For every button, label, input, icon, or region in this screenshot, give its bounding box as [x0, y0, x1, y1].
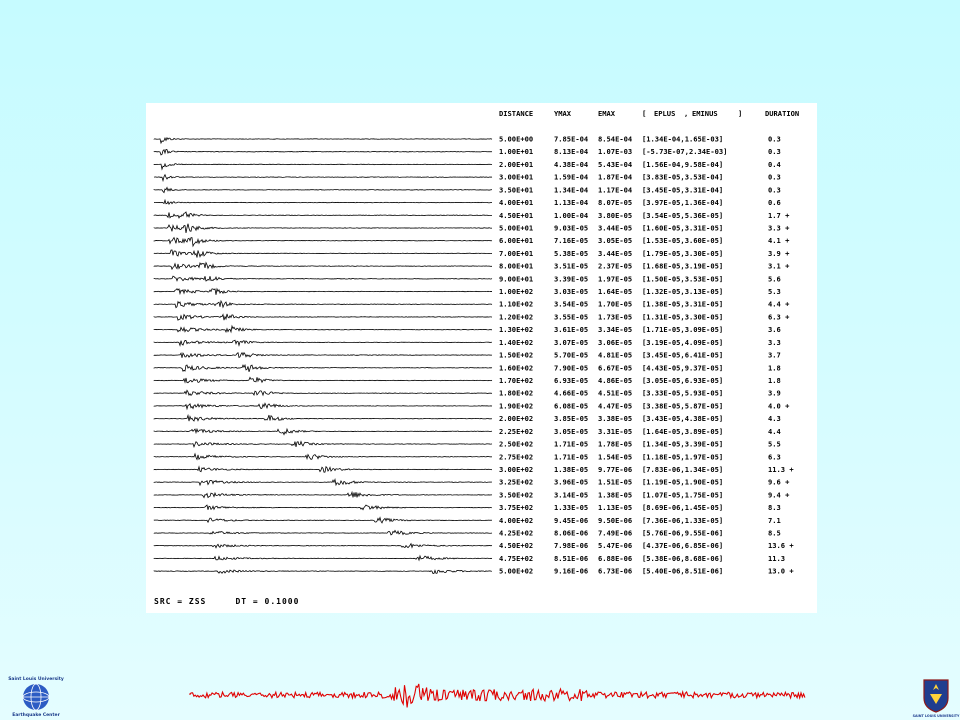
row-distance: 8.00E+01 — [499, 261, 534, 271]
header-ymax: YMAX — [554, 109, 572, 118]
row-duration: 13.0 + — [768, 566, 794, 576]
row-ymax: 1.13E-04 — [554, 198, 589, 208]
row-duration: 0.4 — [768, 159, 781, 169]
trace-23 — [154, 429, 492, 435]
trace-10 — [154, 263, 492, 269]
row-distance: 1.90E+02 — [499, 401, 534, 411]
row-ymax: 4.66E-05 — [554, 388, 589, 398]
banner-trace — [190, 684, 805, 707]
dt-label: DT = 0.1000 — [235, 597, 300, 606]
logo-bottom-text: Earthquake Center — [12, 713, 60, 718]
header-5: , — [684, 109, 689, 118]
trace-17 — [154, 353, 492, 358]
row-duration: 8.5 — [768, 528, 781, 538]
trace-1 — [154, 149, 492, 155]
row-ymax: 3.03E-05 — [554, 287, 589, 297]
row-range: [7.83E-06,1.34E-05] — [642, 464, 724, 474]
row-ymax: 7.90E-05 — [554, 363, 589, 373]
slu-earthquake-center-logo — [4, 674, 68, 718]
row-emax: 3.44E-05 — [598, 223, 633, 233]
row-emax: 1.73E-05 — [598, 312, 633, 322]
row-ymax: 1.34E-04 — [554, 185, 589, 195]
row-emax: 1.17E-04 — [598, 185, 633, 195]
trace-4 — [154, 187, 492, 192]
row-ymax: 8.13E-04 — [554, 147, 589, 157]
row-distance: 2.00E+01 — [499, 159, 534, 169]
row-range: [5.40E-06,8.51E-06] — [642, 566, 724, 576]
trace-26 — [154, 467, 492, 472]
row-distance: 5.00E+01 — [499, 223, 534, 233]
row-range: [3.38E-05,5.87E-05] — [642, 401, 724, 411]
row-duration: 8.3 — [768, 503, 781, 513]
row-ymax: 3.14E-05 — [554, 490, 589, 500]
trace-25 — [154, 454, 492, 460]
row-distance: 4.00E+02 — [499, 515, 534, 525]
footer-parameters — [154, 597, 299, 606]
row-ymax: 3.61E-05 — [554, 325, 589, 335]
row-range: [3.83E-05,3.53E-04] — [642, 172, 724, 182]
row-distance: 6.00E+01 — [499, 236, 534, 246]
trace-15 — [154, 326, 492, 332]
row-distance: 4.50E+02 — [499, 541, 534, 551]
row-distance: 4.25E+02 — [499, 528, 534, 538]
logo-top-text: Saint Louis University — [8, 677, 64, 682]
row-distance: 3.00E+02 — [499, 464, 534, 474]
row-distance: 1.70E+02 — [499, 375, 534, 385]
row-ymax: 7.16E-05 — [554, 236, 589, 246]
row-range: [3.54E-05,5.36E-05] — [642, 210, 724, 220]
trace-11 — [154, 276, 492, 281]
row-ymax: 3.51E-05 — [554, 261, 589, 271]
row-emax: 9.77E-06 — [598, 464, 633, 474]
row-range: [7.36E-06,1.33E-05] — [642, 515, 724, 525]
red-seismogram-banner — [190, 670, 810, 720]
row-range: [3.97E-05,1.36E-04] — [642, 198, 724, 208]
row-emax: 9.50E-06 — [598, 515, 633, 525]
row-duration: 3.3 + — [768, 223, 790, 233]
row-range: [1.71E-05,3.09E-05] — [642, 325, 724, 335]
trace-21 — [154, 403, 492, 408]
trace-20 — [154, 390, 492, 395]
row-ymax: 9.03E-05 — [554, 223, 589, 233]
row-duration: 3.7 — [768, 350, 781, 360]
row-duration: 0.3 — [768, 147, 781, 157]
row-duration: 9.6 + — [768, 477, 790, 487]
row-ymax: 1.00E-04 — [554, 210, 589, 220]
row-emax: 1.78E-05 — [598, 439, 633, 449]
row-range: [3.45E-05,3.31E-04] — [642, 185, 724, 195]
header-eminus: EMINUS — [692, 109, 718, 118]
row-emax: 3.34E-05 — [598, 325, 633, 335]
row-emax: 3.05E-05 — [598, 236, 633, 246]
row-ymax: 9.45E-06 — [554, 515, 589, 525]
row-distance: 1.00E+01 — [499, 147, 534, 157]
trace-2 — [154, 164, 492, 170]
row-ymax: 5.70E-05 — [554, 350, 589, 360]
trace-29 — [154, 505, 492, 510]
row-range: [3.19E-05,4.09E-05] — [642, 337, 724, 347]
row-emax: 4.51E-05 — [598, 388, 633, 398]
row-duration: 9.4 + — [768, 490, 790, 500]
row-ymax: 1.71E-05 — [554, 439, 589, 449]
row-duration: 4.1 + — [768, 236, 790, 246]
row-range: [1.53E-05,3.60E-05] — [642, 236, 724, 246]
row-emax: 4.86E-05 — [598, 375, 633, 385]
row-range: [1.18E-05,1.97E-05] — [642, 452, 724, 462]
row-distance: 5.00E+02 — [499, 566, 534, 576]
row-emax: 6.88E-06 — [598, 553, 633, 563]
trace-30 — [154, 518, 492, 523]
trace-16 — [154, 340, 492, 345]
row-ymax: 6.08E-05 — [554, 401, 589, 411]
row-duration: 6.3 + — [768, 312, 790, 322]
row-duration: 1.8 — [768, 375, 781, 385]
row-ymax: 7.98E-06 — [554, 541, 589, 551]
row-emax: 3.06E-05 — [598, 337, 633, 347]
row-emax: 5.43E-04 — [598, 159, 633, 169]
row-range: [1.34E-04,1.65E-03] — [642, 134, 724, 144]
row-ymax: 3.39E-05 — [554, 274, 589, 284]
trace-12 — [154, 289, 492, 295]
row-ymax: 3.07E-05 — [554, 337, 589, 347]
row-emax: 1.51E-05 — [598, 477, 633, 487]
row-duration: 5.6 — [768, 274, 781, 284]
row-duration: 0.3 — [768, 185, 781, 195]
trace-14 — [154, 314, 492, 320]
row-duration: 7.1 — [768, 515, 781, 525]
row-duration: 5.5 — [768, 439, 781, 449]
trace-28 — [154, 492, 492, 497]
trace-24 — [154, 442, 492, 447]
row-range: [1.68E-05,3.19E-05] — [642, 261, 724, 271]
row-range: [8.69E-06,1.45E-05] — [642, 503, 724, 513]
trace-13 — [154, 301, 492, 308]
row-distance: 2.00E+02 — [499, 414, 534, 424]
row-range: [1.56E-04,9.58E-04] — [642, 159, 724, 169]
row-ymax: 9.16E-06 — [554, 566, 589, 576]
row-duration: 0.6 — [768, 198, 781, 208]
row-ymax: 1.59E-04 — [554, 172, 589, 182]
row-range: [3.05E-05,6.93E-05] — [642, 375, 724, 385]
trace-32 — [154, 544, 492, 548]
row-duration: 11.3 + — [768, 464, 794, 474]
row-emax: 4.81E-05 — [598, 350, 633, 360]
row-distance: 1.40E+02 — [499, 337, 534, 347]
trace-6 — [154, 212, 492, 218]
crest-text: SAINT LOUIS UNIVERSITY — [912, 714, 960, 718]
row-ymax: 3.54E-05 — [554, 299, 589, 309]
trace-7 — [154, 224, 492, 233]
row-emax: 1.38E-05 — [598, 490, 633, 500]
trace-8 — [154, 238, 492, 246]
row-emax: 8.07E-05 — [598, 198, 633, 208]
row-emax: 2.37E-05 — [598, 261, 633, 271]
row-duration: 11.3 — [768, 553, 786, 563]
row-range: [1.34E-05,3.39E-05] — [642, 439, 724, 449]
row-range: [1.50E-05,3.53E-05] — [642, 274, 724, 284]
row-duration: 0.3 — [768, 172, 781, 182]
row-duration: 4.3 — [768, 414, 781, 424]
trace-34 — [154, 570, 492, 574]
row-duration: 3.9 + — [768, 248, 790, 258]
row-emax: 1.87E-04 — [598, 172, 633, 182]
row-distance: 2.75E+02 — [499, 452, 534, 462]
row-ymax: 4.38E-04 — [554, 159, 589, 169]
row-duration: 1.7 + — [768, 210, 790, 220]
src-label: SRC = ZSS — [154, 597, 207, 606]
row-distance: 9.00E+01 — [499, 274, 534, 284]
row-distance: 2.50E+02 — [499, 439, 534, 449]
row-duration: 3.1 + — [768, 261, 790, 271]
row-duration: 4.4 + — [768, 299, 790, 309]
row-range: [3.45E-05,6.41E-05] — [642, 350, 724, 360]
row-distance: 1.00E+02 — [499, 287, 534, 297]
header-3: [ — [642, 109, 647, 118]
row-range: [4.43E-05,9.37E-05] — [642, 363, 724, 373]
row-distance: 3.50E+01 — [499, 185, 534, 195]
row-distance: 4.00E+01 — [499, 198, 534, 208]
row-ymax: 8.51E-06 — [554, 553, 589, 563]
row-range: [5.76E-06,9.55E-06] — [642, 528, 724, 538]
trace-0 — [154, 138, 492, 143]
row-duration: 4.0 + — [768, 401, 790, 411]
row-duration: 1.8 — [768, 363, 781, 373]
row-range: [1.38E-05,3.31E-05] — [642, 299, 724, 309]
row-range: [3.33E-05,5.93E-05] — [642, 388, 724, 398]
row-duration: 5.3 — [768, 287, 781, 297]
row-emax: 1.54E-05 — [598, 452, 633, 462]
row-ymax: 3.05E-05 — [554, 426, 589, 436]
row-distance: 3.25E+02 — [499, 477, 534, 487]
trace-33 — [154, 556, 492, 560]
seismogram-plot — [146, 103, 817, 613]
header-7: ] — [738, 109, 743, 118]
row-duration: 13.6 + — [768, 541, 794, 551]
row-ymax: 6.93E-05 — [554, 375, 589, 385]
row-duration: 3.9 — [768, 388, 781, 398]
row-distance: 1.80E+02 — [499, 388, 534, 398]
trace-9 — [154, 250, 492, 258]
row-range: [1.64E-05,3.89E-05] — [642, 426, 724, 436]
row-distance: 3.00E+01 — [499, 172, 534, 182]
row-distance: 3.50E+02 — [499, 490, 534, 500]
row-emax: 3.44E-05 — [598, 248, 633, 258]
row-distance: 3.75E+02 — [499, 503, 534, 513]
row-duration: 3.6 — [768, 325, 781, 335]
row-distance: 4.75E+02 — [499, 553, 534, 563]
header-eplus: EPLUS — [654, 109, 676, 118]
row-ymax: 3.96E-05 — [554, 477, 589, 487]
row-ymax: 3.55E-05 — [554, 312, 589, 322]
row-range: [1.31E-05,3.30E-05] — [642, 312, 724, 322]
seismogram-panel — [146, 103, 817, 613]
row-ymax: 1.71E-05 — [554, 452, 589, 462]
row-ymax: 3.85E-05 — [554, 414, 589, 424]
row-range: [5.38E-06,8.68E-06] — [642, 553, 724, 563]
row-range: [4.37E-06,6.85E-06] — [642, 541, 724, 551]
row-ymax: 7.85E-04 — [554, 134, 589, 144]
slu-crest-logo — [912, 676, 960, 718]
row-emax: 8.54E-04 — [598, 134, 633, 144]
row-range: [3.43E-05,4.38E-05] — [642, 414, 724, 424]
row-emax: 3.38E-05 — [598, 414, 633, 424]
row-emax: 3.31E-05 — [598, 426, 633, 436]
row-ymax: 1.33E-05 — [554, 503, 589, 513]
row-distance: 4.50E+01 — [499, 210, 534, 220]
row-ymax: 8.06E-06 — [554, 528, 589, 538]
row-ymax: 5.38E-05 — [554, 248, 589, 258]
row-ymax: 1.38E-05 — [554, 464, 589, 474]
trace-19 — [154, 377, 492, 382]
trace-27 — [154, 479, 492, 485]
row-emax: 1.70E-05 — [598, 299, 633, 309]
row-emax: 6.67E-05 — [598, 363, 633, 373]
row-range: [1.32E-05,3.13E-05] — [642, 287, 724, 297]
header-emax: EMAX — [598, 109, 616, 118]
header-duration: DURATION — [765, 109, 800, 118]
trace-18 — [154, 365, 492, 372]
header-distance: DISTANCE — [499, 109, 534, 118]
trace-31 — [154, 530, 492, 534]
row-range: [1.19E-05,1.90E-05] — [642, 477, 724, 487]
row-duration: 3.3 — [768, 337, 781, 347]
row-distance: 5.00E+00 — [499, 134, 534, 144]
row-duration: 6.3 — [768, 452, 781, 462]
row-distance: 1.30E+02 — [499, 325, 534, 335]
row-duration: 0.3 — [768, 134, 781, 144]
row-range: [1.79E-05,3.30E-05] — [642, 248, 724, 258]
row-distance: 2.25E+02 — [499, 426, 534, 436]
row-range: [-5.73E-07,2.34E-03] — [642, 147, 728, 157]
row-distance: 1.10E+02 — [499, 299, 534, 309]
row-duration: 4.4 — [768, 426, 781, 436]
row-range: [1.07E-05,1.75E-05] — [642, 490, 724, 500]
row-distance: 1.20E+02 — [499, 312, 534, 322]
row-range: [1.60E-05,3.31E-05] — [642, 223, 724, 233]
row-distance: 1.50E+02 — [499, 350, 534, 360]
row-emax: 1.13E-05 — [598, 503, 633, 513]
row-emax: 1.07E-03 — [598, 147, 633, 157]
trace-3 — [154, 175, 492, 181]
row-distance: 1.60E+02 — [499, 363, 534, 373]
row-emax: 7.49E-06 — [598, 528, 633, 538]
trace-5 — [154, 200, 492, 204]
trace-22 — [154, 415, 492, 421]
row-emax: 1.97E-05 — [598, 274, 633, 284]
row-distance: 7.00E+01 — [499, 248, 534, 258]
row-emax: 3.80E-05 — [598, 210, 633, 220]
row-emax: 1.64E-05 — [598, 287, 633, 297]
row-emax: 4.47E-05 — [598, 401, 633, 411]
row-emax: 6.73E-06 — [598, 566, 633, 576]
row-emax: 5.47E-06 — [598, 541, 633, 551]
